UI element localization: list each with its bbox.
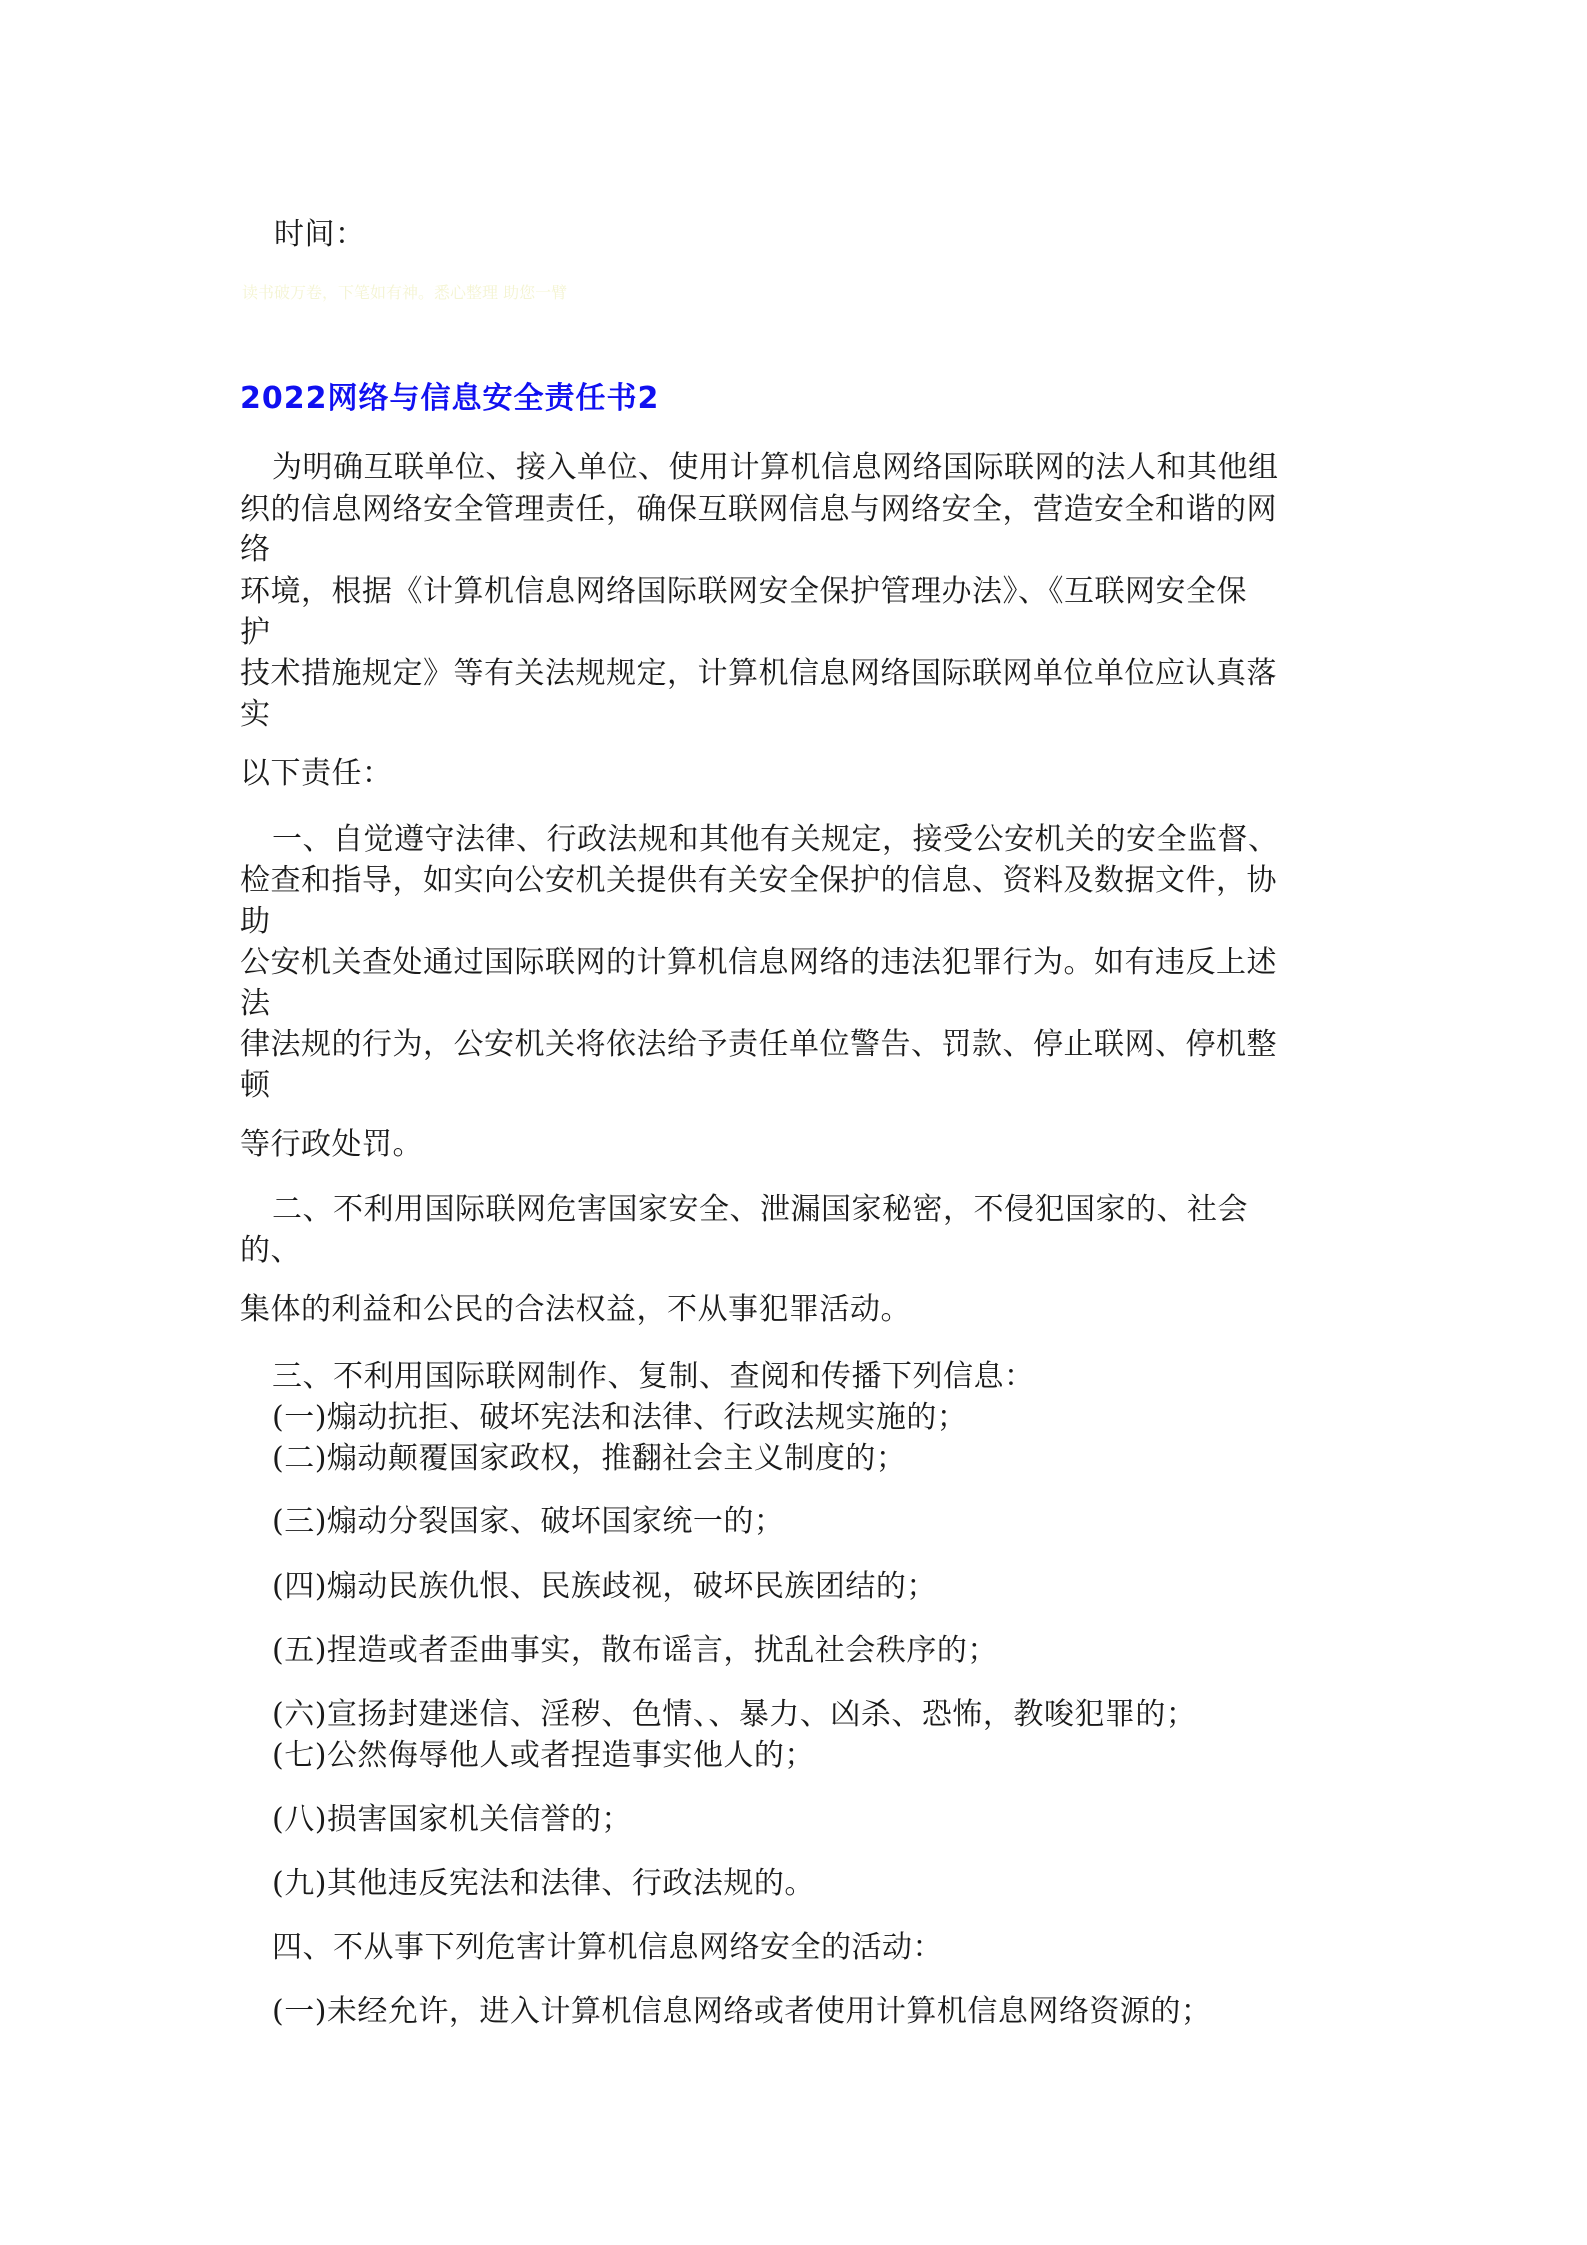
paragraph-line: 技术措施规定》等有关法规规定，计算机信息网络国际联网单位单位应认真落 (240, 656, 1277, 691)
watermark-text: 读书破万卷，下笔如有神。悉心整理 助您一臂 (242, 283, 568, 302)
clause-1-line: 等行政处罚。 (240, 1127, 423, 1162)
clause-1-line: 公安机关查处通过国际联网的计算机信息网络的违法犯罪行为。如有违反上述 (240, 945, 1277, 980)
clause-3-item: (六)宣扬封建迷信、淫秽、色情、、暴力、凶杀、恐怖，教唆犯罪的； (272, 1697, 1197, 1732)
paragraph-line: 护 (240, 615, 271, 650)
clause-3-item: (四)煽动民族仇恨、民族歧视，破坏民族团结的； (272, 1569, 937, 1604)
clause-3-item: (八)损害国家机关信誉的； (272, 1802, 632, 1837)
clause-3-item: (九)其他违反宪法和法律、行政法规的。 (272, 1866, 815, 1901)
clause-1-line: 顿 (240, 1068, 271, 1103)
clause-3-item: (五)捏造或者歪曲事实，散布谣言，扰乱社会秩序的； (272, 1633, 998, 1668)
clause-3-item: (三)煽动分裂国家、破坏国家统一的； (272, 1504, 785, 1539)
clause-1-line: 法 (240, 986, 271, 1021)
clause-3-item: (七)公然侮辱他人或者捏造事实他人的； (272, 1738, 815, 1773)
clause-1-line: 检查和指导，如实向公安机关提供有关安全保护的信息、资料及数据文件，协 (240, 863, 1277, 898)
paragraph-line: 为明确互联单位、接入单位、使用计算机信息网络国际联网的法人和其他组 (272, 450, 1279, 485)
clause-3-heading: 三、不利用国际联网制作、复制、查阅和传播下列信息： (272, 1359, 1035, 1394)
time-label: 时间： (274, 217, 366, 252)
clause-3-item: (一)煽动抗拒、破坏宪法和法律、行政法规实施的； (272, 1400, 968, 1435)
clause-4-item: (一)未经允许，进入计算机信息网络或者使用计算机信息网络资源的； (272, 1994, 1212, 2029)
paragraph-line: 实 (240, 697, 271, 732)
clause-2-line: 二、不利用国际联网危害国家安全、泄漏国家秘密，不侵犯国家的、社会 (272, 1192, 1248, 1227)
paragraph-line: 络 (240, 532, 271, 567)
clause-4-heading: 四、不从事下列危害计算机信息网络安全的活动： (272, 1930, 943, 1965)
clause-2-line: 的、 (240, 1233, 301, 1268)
paragraph-line: 织的信息网络安全管理责任，确保互联网信息与网络安全，营造安全和谐的网 (240, 492, 1277, 527)
document-title: 2022网络与信息安全责任书2 (240, 381, 660, 416)
clause-1-line: 助 (240, 904, 271, 939)
clause-2-line: 集体的利益和公民的合法权益，不从事犯罪活动。 (240, 1292, 911, 1327)
clause-1-line: 律法规的行为，公安机关将依法给予责任单位警告、罚款、停止联网、停机整 (240, 1027, 1277, 1062)
paragraph-line: 环境，根据《计算机信息网络国际联网安全保护管理办法》、《互联网安全保 (240, 574, 1247, 609)
clause-1-line: 一、自觉遵守法律、行政法规和其他有关规定，接受公安机关的安全监督、 (272, 822, 1279, 857)
clause-3-item: (二)煽动颠覆国家政权，推翻社会主义制度的； (272, 1441, 907, 1476)
paragraph-line: 以下责任： (240, 756, 393, 791)
